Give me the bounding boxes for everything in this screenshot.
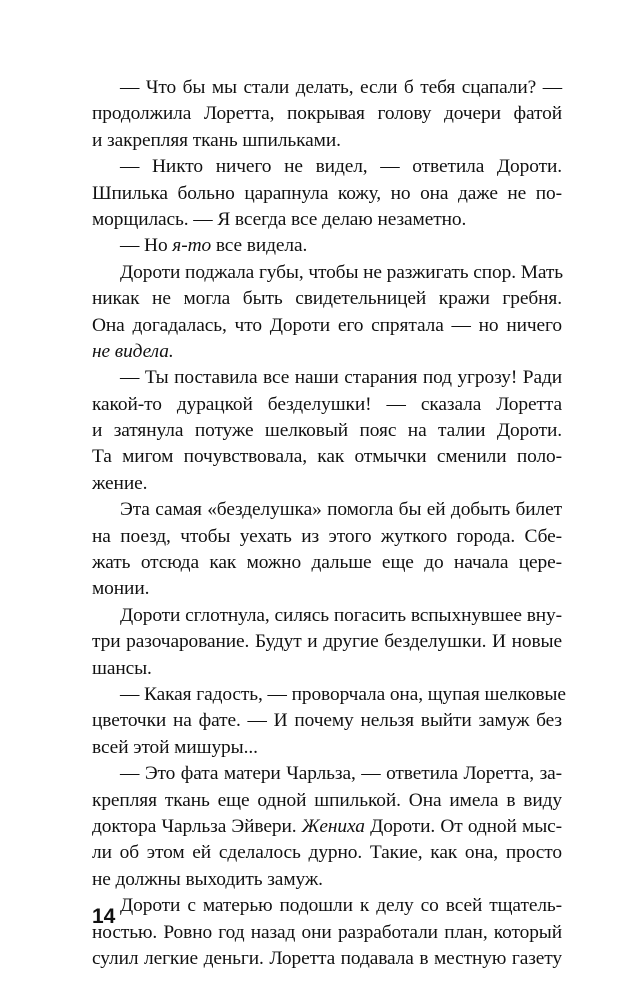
body-text [92, 75, 566, 972]
text-line: Дороти поджала губы, чтобы не разжигать спор. Мать [120, 261, 564, 283]
text-line: всей этой мишуры... [92, 736, 258, 758]
text-line: Та мигом почувствовала, как отмычки сменили поло- [92, 446, 562, 468]
text-line: — Это фата матери Чарльза, — ответила Лоретта, за- [120, 763, 562, 785]
text-line: — Но я-то все видела. [120, 235, 308, 257]
text-line: монии. [92, 578, 150, 600]
text-line: — Никто ничего не видел, — ответила Дороти. [120, 156, 562, 178]
text-line: Дороти с матерью подошли к делу со всей тщатель- [120, 895, 562, 917]
text-line: Дороти сглотнула, силясь погасить вспыхнувшее вну- [120, 604, 562, 626]
text-line: — Ты поставила все наши старания под угрозу! Ради [120, 367, 562, 389]
text-line: доктора Чарльза Эйвери. Жениха Дороти. От одной мыс- [92, 815, 562, 837]
text-line: ностью. Ровно год назад они разработали план, который [92, 921, 562, 943]
text-line: никак не могла быть свидетельницей кражи гребня. [92, 288, 562, 310]
text-line: Она догадалась, что Дороти его спрятала — но ничего [92, 314, 562, 336]
text-line: крепляя ткань еще одной шпилькой. Она имела в виду [92, 789, 562, 811]
text-line: и затянула потуже шелковый пояс на талии Дороти. [92, 420, 562, 442]
text-line: какой-то дурацкой безделушки! — сказала Лоретта [92, 393, 562, 415]
text-line: сулил легкие деньги. Лоретта подавала в местную газету [92, 947, 562, 969]
emphasis: я-то [172, 235, 212, 257]
text-line: три разочарование. Будут и другие безделушки. И новые [92, 631, 562, 653]
text-line: Шпилька больно царапнула кожу, но она даже не по- [92, 182, 562, 204]
page-number: 14 [92, 905, 116, 928]
text-line: и закрепляя ткань шпильками. [92, 129, 341, 151]
text-line: Эта самая «безделушка» помогла бы ей добыть билет [120, 499, 562, 521]
text-line: жать отсюда как можно дальше еще до начала цере- [92, 552, 562, 574]
emphasis: Жениха [301, 815, 365, 837]
text-line: ли об этом ей сделалось дурно. Такие, как она, просто [92, 842, 562, 864]
text-line: — Что бы мы стали делать, если б тебя сцапали? — [120, 77, 562, 98]
text-line: не должны выходить замуж. [92, 868, 323, 890]
text-line: цветочки на фате. — И почему нельзя выйти замуж без [92, 710, 562, 732]
text-line: шансы. [92, 657, 152, 679]
text-line: морщилась. — Я всегда все делаю незаметно. [92, 208, 467, 230]
text-line: жение. [92, 472, 148, 494]
text-line: — Какая гадость, — проворчала она, щупая шелковые [120, 683, 566, 705]
text-line: на поезд, чтобы уехать из этого жуткого города. Сбе- [92, 525, 562, 547]
text-line: продолжила Лоретта, покрывая голову дочери фатой [92, 103, 562, 125]
text-line: не видела. [92, 340, 174, 362]
